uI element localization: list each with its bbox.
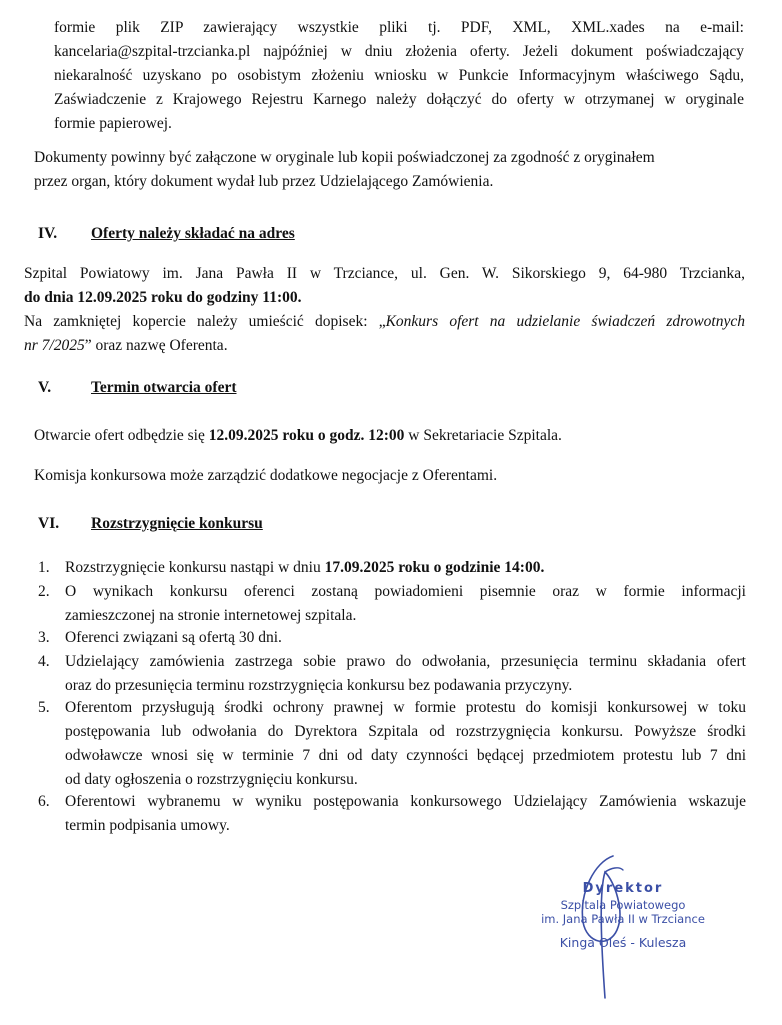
text-line: Zaświadczenie z Krajowego Rejestru Karnego należy dołączyć do oferty w otrzymanej w oryginale — [54, 91, 744, 108]
opening-datetime: 12.09.2025 roku o godz. 12:00 — [208, 427, 405, 444]
stamp-title: Dyrektor — [582, 881, 664, 896]
director-stamp — [528, 880, 718, 960]
envelope-note-italic: nr 7/2025 — [24, 337, 85, 354]
list-number: 5. — [38, 699, 50, 716]
list-item — [38, 580, 746, 628]
address-line: Szpital Powiatowy im. Jana Pawła II w Trzciance, ul. Gen. W. Sikorskiego 9, 64-980 Trzcianka, — [24, 265, 745, 282]
text-line: kancelaria@szpital-trzcianka.pl najpóźniej w dniu złożenia oferty. Jeżeli dokument poświadczający — [54, 43, 744, 60]
list-text: O wynikach konkursu oferenci zostaną powiadomieni pisemnie oraz w formie informacji — [65, 583, 746, 600]
list-item — [38, 556, 746, 580]
list-item — [38, 790, 746, 838]
envelope-note-line — [24, 334, 228, 358]
text-line: niekaralność uzyskano po osobistym złożeniu wniosku w Punkcie Informacyjnym właściwego Sądu, — [54, 67, 744, 84]
list-number: 6. — [38, 793, 50, 810]
text-line: przez organ, który dokument wydał lub przez Udzielającego Zamówienia. — [34, 173, 494, 190]
section-title: Oferty należy składać na adres — [91, 225, 295, 242]
commission-line: Komisja konkursowa może zarządzić dodatkowe negocjacje z Oferentami. — [34, 467, 498, 484]
list-item — [38, 626, 746, 650]
list-text: oraz do przesunięcia terminu rozstrzygnięcia konkursu bez podawania przyczyny. — [65, 677, 573, 694]
list-text — [65, 556, 746, 580]
list-text: zamieszczonej na stronie internetowej szpitala. — [65, 607, 357, 624]
list-text: Udzielający zamówienia zastrzega sobie prawo do odwołania, przesunięcia terminu składania ofert — [65, 653, 746, 670]
list-text: postępowania lub odwołania do Dyrektora Szpitala od rozstrzygnięcia konkursu. Powyższe środki — [65, 723, 746, 740]
list-text-run: Rozstrzygnięcie konkursu nastąpi w dniu — [65, 559, 325, 576]
list-text-bold: 17.09.2025 roku o godzinie 14:00. — [324, 559, 545, 576]
list-text: Oferenci związani są ofertą 30 dni. — [65, 629, 282, 646]
text-line: Dokumenty powinny być załączone w oryginale lub kopii poświadczonej za zgodność z oryginałem — [34, 149, 655, 166]
section-number: V. — [38, 379, 52, 396]
envelope-note-line — [24, 310, 745, 334]
list-text: odwoławcze wnosi się w terminie 7 dni od daty czynności będącej przedmiotem protestu lub 7 dni — [65, 747, 746, 764]
list-number: 1. — [38, 559, 50, 576]
text-line: formie papierowej. — [54, 115, 172, 132]
list-text: od daty ogłoszenia o rozstrzygnięciu konkursu. — [65, 771, 358, 788]
list-number: 3. — [38, 629, 50, 646]
deadline-line: do dnia 12.09.2025 roku do godziny 11:00. — [24, 289, 302, 306]
opening-text: Otwarcie ofert odbędzie się — [34, 427, 209, 444]
opening-line — [34, 424, 562, 448]
list-item — [38, 650, 746, 698]
text-line: formie plik ZIP zawierający wszystkie pliki tj. PDF, XML, XML.xades na e-mail: — [54, 19, 744, 36]
opening-text: w Sekretariacie Szpitala. — [404, 427, 562, 444]
stamp-line: im. Jana Pawła II w Trzciance — [541, 912, 705, 926]
list-text: termin podpisania umowy. — [65, 817, 230, 834]
list-number: 4. — [38, 653, 50, 670]
section-number: VI. — [38, 515, 60, 532]
envelope-note-italic: Konkurs ofert na udzielanie świadczeń zdrowotnych — [385, 313, 745, 330]
stamp-line: Szpitala Powiatowego — [560, 898, 686, 912]
list-text: Oferentowi wybranemu w wyniku postępowania konkursowego Udzielający Zamówienia wskazuje — [65, 793, 746, 810]
section-number: IV. — [38, 225, 58, 242]
section-title: Termin otwarcia ofert — [91, 379, 237, 396]
envelope-note-text: Na zamkniętej kopercie należy umieścić dopisek: „ — [24, 313, 386, 330]
list-item — [38, 696, 746, 792]
list-text: Oferentom przysługują środki ochrony prawnej w formie protestu do komisji konkursowej w toku — [65, 699, 746, 716]
section-title: Rozstrzygnięcie konkursu — [91, 515, 263, 532]
list-number: 2. — [38, 583, 50, 600]
stamp-name: Kinga Oleś - Kulesza — [559, 935, 687, 950]
envelope-note-text: ” oraz nazwę Oferenta. — [84, 337, 228, 354]
